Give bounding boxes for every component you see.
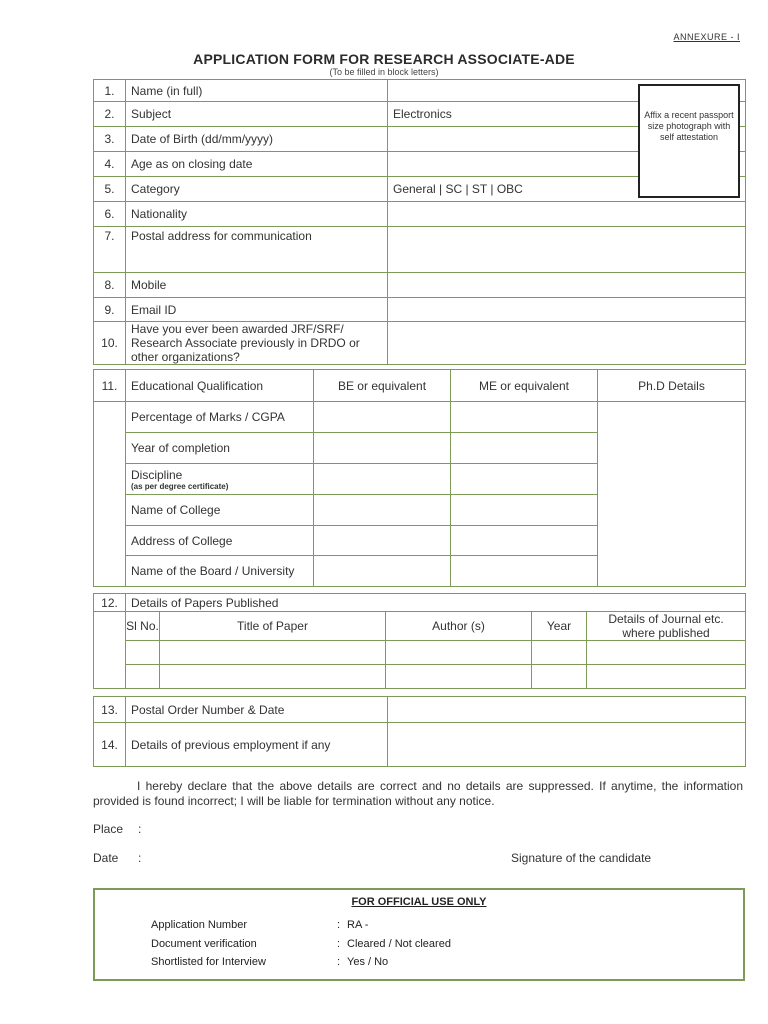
papers-label: Details of Papers Published (126, 594, 746, 612)
field-label-mobile: Mobile (126, 273, 388, 298)
column-header-authors: Author (s) (386, 612, 532, 641)
education-cell[interactable] (451, 464, 598, 495)
paper-cell[interactable] (532, 665, 587, 689)
field-value-mobile[interactable] (388, 273, 746, 298)
table-row (94, 273, 746, 298)
date-colon: : (138, 851, 142, 865)
column-header-be: BE or equivalent (314, 370, 451, 402)
field-value-employment[interactable] (388, 723, 746, 767)
column-header-me: ME or equivalent (451, 370, 598, 402)
row-number: 9. (94, 298, 126, 322)
field-value-postal-order[interactable] (388, 697, 746, 723)
field-label-age: Age as on closing date (126, 152, 388, 177)
photo-box (638, 84, 740, 198)
table-row (94, 612, 746, 641)
table-row (94, 202, 746, 227)
place-colon: : (138, 822, 142, 836)
field-value-jrf[interactable] (388, 322, 746, 365)
education-cell[interactable] (451, 433, 598, 464)
official-label: Shortlisted for Interview (151, 956, 266, 968)
field-label-address: Postal address for communication (126, 227, 388, 273)
education-cell[interactable] (451, 526, 598, 556)
discipline-note: (as per degree certificate) (131, 481, 229, 491)
date-label: Date (93, 851, 119, 865)
education-cell[interactable] (314, 526, 451, 556)
field-value-address[interactable] (388, 227, 746, 273)
field-label-email: Email ID (126, 298, 388, 322)
field-label-dob: Date of Birth (dd/mm/yyyy) (126, 127, 388, 152)
paper-cell[interactable] (126, 665, 160, 689)
official-value: RA - (347, 919, 369, 931)
education-row-label: Year of completion (126, 433, 314, 464)
field-label-postal-order: Postal Order Number & Date (126, 697, 388, 723)
row-number: 12. (94, 594, 126, 612)
education-cell[interactable] (314, 556, 451, 587)
column-header-sl-no: Sl No. (126, 612, 160, 641)
official-colon: : (337, 919, 341, 931)
photo-instruction: Affix a recent passport size photograph with self attestation (644, 110, 734, 142)
education-cell[interactable] (451, 495, 598, 526)
phd-details-cell[interactable] (598, 402, 746, 587)
education-cell[interactable] (314, 464, 451, 495)
row-number: 3. (94, 127, 126, 152)
paper-cell[interactable] (587, 665, 746, 689)
form-subtitle: (To be filled in block letters) (329, 67, 439, 77)
row-number: 8. (94, 273, 126, 298)
table-row (94, 723, 746, 767)
other-details-table (93, 696, 746, 767)
education-cell[interactable] (451, 402, 598, 433)
education-table (93, 369, 746, 587)
row-number: 6. (94, 202, 126, 227)
paper-cell[interactable] (386, 665, 532, 689)
field-value-category[interactable]: General | SC | ST | OBC (388, 177, 746, 202)
paper-cell[interactable] (532, 641, 587, 665)
blank-cell (94, 402, 126, 587)
table-row (94, 227, 746, 273)
table-row (94, 594, 746, 612)
field-label-jrf: Have you ever been awarded JRF/SRF/ Research Associate previously in DRDO or other organizations? (126, 322, 388, 365)
paper-cell[interactable] (587, 641, 746, 665)
field-label-subject: Subject (126, 102, 388, 127)
row-number: 10. (94, 322, 126, 365)
row-number: 2. (94, 102, 126, 127)
official-label: Document verification (151, 938, 257, 950)
form-title: APPLICATION FORM FOR RESEARCH ASSOCIATE-ADE (193, 51, 575, 67)
column-header-phd: Ph.D Details (598, 370, 746, 402)
official-colon: : (337, 956, 341, 968)
official-use-title: FOR OFFICIAL USE ONLY (351, 896, 487, 908)
field-value-nationality[interactable] (388, 202, 746, 227)
official-label: Application Number (151, 919, 247, 931)
column-header-title: Title of Paper (160, 612, 386, 641)
row-number: 5. (94, 177, 126, 202)
column-header-journal: Details of Journal etc. where published (587, 612, 746, 641)
signature-label: Signature of the candidate (511, 851, 652, 865)
row-number: 7. (94, 227, 126, 273)
column-header-year: Year (532, 612, 587, 641)
education-label: Educational Qualification (126, 370, 314, 402)
paper-cell[interactable] (126, 641, 160, 665)
table-row (94, 697, 746, 723)
declaration-text: I hereby declare that the above details are correct and no details are suppressed. If anytime, the information provided is found incorrect; I will be liable for termination without any notice. (93, 779, 743, 808)
education-cell[interactable] (451, 556, 598, 587)
table-row (94, 298, 746, 322)
row-number: 1. (94, 80, 126, 102)
place-label: Place (93, 822, 124, 836)
papers-table (93, 593, 746, 689)
education-row-label: Name of College (126, 495, 314, 526)
blank-cell (94, 612, 126, 689)
table-row (94, 641, 746, 665)
row-number: 4. (94, 152, 126, 177)
field-label-name: Name (in full) (126, 80, 388, 102)
education-row-label: Percentage of Marks / CGPA (126, 402, 314, 433)
table-row (94, 665, 746, 689)
table-row (94, 370, 746, 402)
education-row-label (126, 464, 314, 495)
discipline-label: Discipline (131, 467, 183, 482)
paper-cell[interactable] (160, 641, 386, 665)
field-label-category: Category (126, 177, 388, 202)
education-row-label: Name of the Board / University (126, 556, 314, 587)
education-cell[interactable] (314, 495, 451, 526)
table-row (94, 402, 746, 433)
education-cell[interactable] (314, 402, 451, 433)
table-row (94, 322, 746, 365)
official-colon: : (337, 938, 341, 950)
official-value: Yes / No (347, 956, 389, 968)
official-use-box (93, 888, 745, 981)
education-row-label: Address of College (126, 526, 314, 556)
row-number: 14. (94, 723, 126, 767)
row-number: 13. (94, 697, 126, 723)
field-value-email[interactable] (388, 298, 746, 322)
official-value: Cleared / Not cleared (347, 938, 451, 950)
field-label-employment: Details of previous employment if any (126, 723, 388, 767)
education-cell[interactable] (314, 433, 451, 464)
row-number: 11. (94, 370, 126, 402)
field-value-subject[interactable]: Electronics (388, 102, 746, 127)
annexure-label: ANNEXURE - I (673, 32, 740, 42)
field-label-nationality: Nationality (126, 202, 388, 227)
paper-cell[interactable] (386, 641, 532, 665)
paper-cell[interactable] (160, 665, 386, 689)
